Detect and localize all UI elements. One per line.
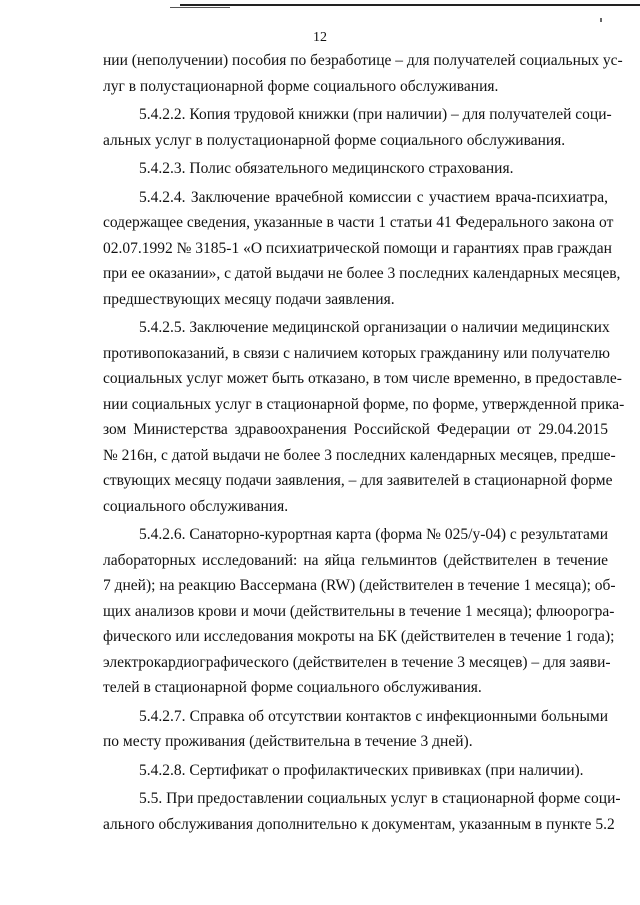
page-number: 12 <box>313 30 327 45</box>
text-line: по месту проживания (действительна в течение 3 дней). <box>103 733 473 750</box>
text-line: ствующих месяцу подачи заявления, – для заявителей в стационарной форме <box>103 472 613 489</box>
text-line: 5.4.2.6. Санаторно-курортная карта (форма № 025/у-04) с результатами <box>139 526 608 543</box>
document-body <box>103 48 625 840</box>
text-line: нии (неполучении) пособия по безработице – для получателей социальных ус- <box>103 52 623 69</box>
text-line: 5.4.2.5. Заключение медицинской организации о наличии медицинских <box>139 319 610 336</box>
text-line: щих анализов крови и мочи (действительны в течение 1 месяца); флюорогра- <box>103 602 615 620</box>
text-line: 02.07.1992 № 3185-1 «О психиатрической помощи и гарантиях прав граждан <box>103 239 612 257</box>
text-line: 5.4.2.3. Полис обязательного медицинского страхования. <box>139 160 514 177</box>
text-line: телей в стационарной форме социального обслуживания. <box>103 679 482 696</box>
paragraph <box>103 185 621 313</box>
text-line: электрокардиографического (действителен в течение 3 месяцев) – для заяви- <box>103 653 611 671</box>
paragraph <box>103 704 608 755</box>
text-line: ального обслуживания дополнительно к документам, указанным в пункте 5.2 <box>103 815 615 833</box>
text-line: 5.4.2.4. Заключение врачебной комиссии с участием врача-психиатра, <box>139 188 608 206</box>
text-line: 7 дней); на реакцию Вассермана (RW) (действителен в течение 1 месяца); об- <box>103 577 616 594</box>
text-line: 5.4.2.2. Копия трудовой книжки (при наличии) – для получателей соци- <box>139 106 612 123</box>
text-line: 5.5. При предоставлении социальных услуг в стационарной форме соци- <box>139 790 621 807</box>
paragraph <box>103 758 608 784</box>
paragraph <box>103 786 621 837</box>
top-scan-border-fragment <box>170 7 230 8</box>
text-line: № 216н, с датой выдачи не более 3 последних календарных месяцев, предше- <box>103 446 616 464</box>
text-line: луг в полустационарной форме социального обслуживания. <box>103 77 499 95</box>
paragraph <box>103 156 608 182</box>
text-line: лабораторных исследований: на яйца гельминтов (действителен в течение <box>103 551 608 569</box>
text-line: 5.4.2.7. Справка об отсутствии контактов с инфекционными больными <box>139 707 608 725</box>
text-line: альных услуг в полустационарной форме социального обслуживания. <box>103 131 566 149</box>
text-line: социального обслуживания. <box>103 497 289 515</box>
text-line: социальных услуг может быть отказано, в том числе временно, в предоставле- <box>103 370 622 387</box>
text-line: противопоказаний, в связи с наличием которых гражданину или получателю <box>103 344 610 362</box>
text-line: 5.4.2.8. Сертификат о профилактических прививках (при наличии). <box>139 761 584 779</box>
text-line: предшествующих месяцу подачи заявления. <box>103 290 395 308</box>
scan-speck <box>600 18 602 22</box>
top-scan-border-line <box>180 4 640 6</box>
text-line: содержащее сведения, указанные в части 1 статьи 41 Федерального закона от <box>103 214 614 231</box>
paragraph <box>103 315 625 519</box>
text-line: зом Министерства здравоохранения Российской Федерации от 29.04.2015 <box>103 421 608 438</box>
text-line: фического или исследования мокроты на БК (действителен в течение 1 года); <box>103 628 615 645</box>
paragraph <box>103 102 612 153</box>
text-line: нии социальных услуг в стационарной форме, по форме, утвержденной прика- <box>103 395 625 413</box>
text-line: при ее оказании», с датой выдачи не более 3 последних календарных месяцев, <box>103 265 621 282</box>
paragraph <box>103 48 623 99</box>
paragraph <box>103 522 616 701</box>
